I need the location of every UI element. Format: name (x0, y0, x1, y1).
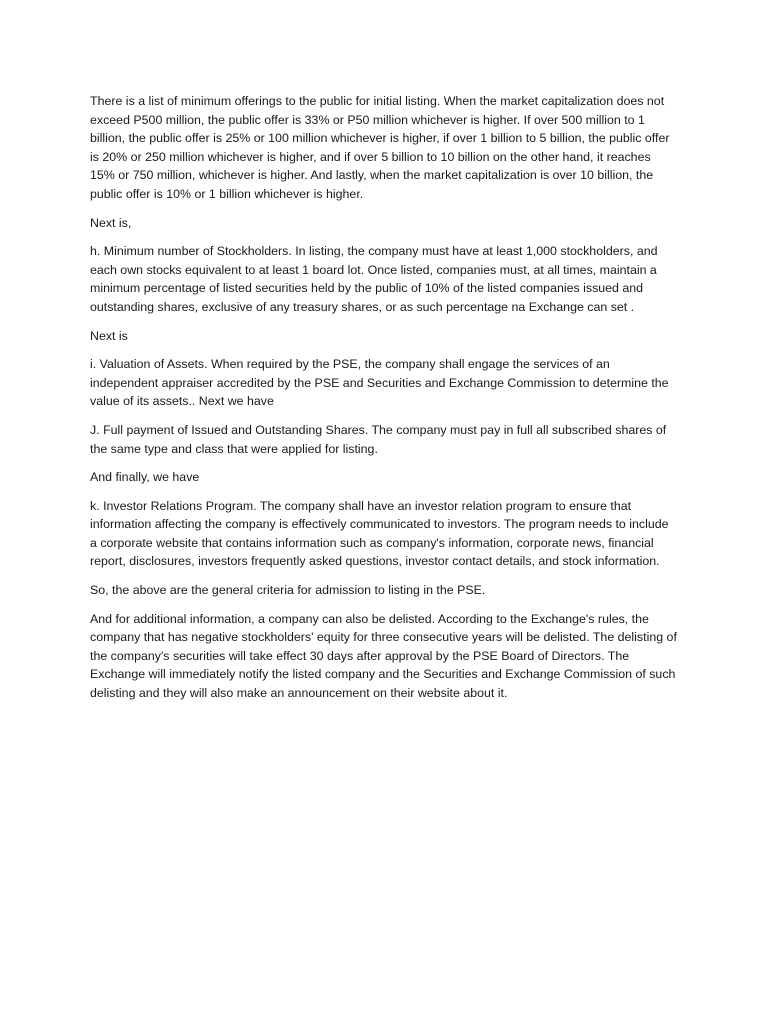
paragraph-minimum-stockholders: h. Minimum number of Stockholders. In listing, the company must have at least 1,000 stockholders, and each own stocks equivalent to at least 1 board lot. Once listed, companies must, at all times, maintain a minimum percentage of listed securities held by the public of 10% of the listed companies issued and outstanding shares, exclusive of any treasury shares, or as such percentage na Exchange can set . (90, 244, 658, 314)
paragraph-valuation-of-assets: i. Valuation of Assets. When required by the PSE, the company shall engage the services of an independent appraiser accredited by the PSE and Securities and Exchange Commission to determine the value of its assets.. Next we have (90, 357, 669, 409)
paragraph-finally: And finally, we have (90, 470, 200, 485)
paragraph-minimum-offerings: There is a list of minimum offerings to the public for initial listing. When the market capitalization does not exceed P500 million, the public offer is 33% or P50 million whichever is higher. If over 500 million to 1 billion, the public offer is 25% or 100 million whichever is higher, if over 1 billion to 5 billion, the public offer is 20% or 250 million whichever is higher, and if over 5 billion to 10 billion on the other hand, it reaches 15% or 750 million, whichever is higher. And lastly, when the market capitalization is over 10 billion, the public offer is 10% or 1 billion whichever is higher. (90, 94, 670, 201)
paragraph-delisting: And for additional information, a company can also be delisted. According to the Exchange's rules, the company that has negative stockholders' equity for three consecutive years will be delisted. The delisting of the company's securities will take effect 30 days after approval by the PSE Board of Directors. The Exchange will immediately notify the listed company and the Securities and Exchange Commission of such delisting and they will also make an announcement on their website about it. (90, 611, 677, 701)
document-page (90, 92, 678, 713)
paragraph-investor-relations: k. Investor Relations Program. The company shall have an investor relation program to ensure that information affecting the company is effectively communicated to investors. The program needs to include a corporate website that contains information such as company's information, corporate news, financial report, disclosures, investors frequently asked questions, investor contact details, and stock information. (90, 498, 669, 569)
paragraph-full-payment: J. Full payment of Issued and Outstanding Shares. The company must pay in full all subscribed shares of the same type and class that were applied for listing. (90, 422, 667, 456)
paragraph-next-is-2: Next is (90, 328, 128, 343)
paragraph-general-criteria: So, the above are the general criteria for admission to listing in the PSE. (90, 583, 486, 598)
paragraph-next-is-1: Next is, (90, 215, 132, 230)
